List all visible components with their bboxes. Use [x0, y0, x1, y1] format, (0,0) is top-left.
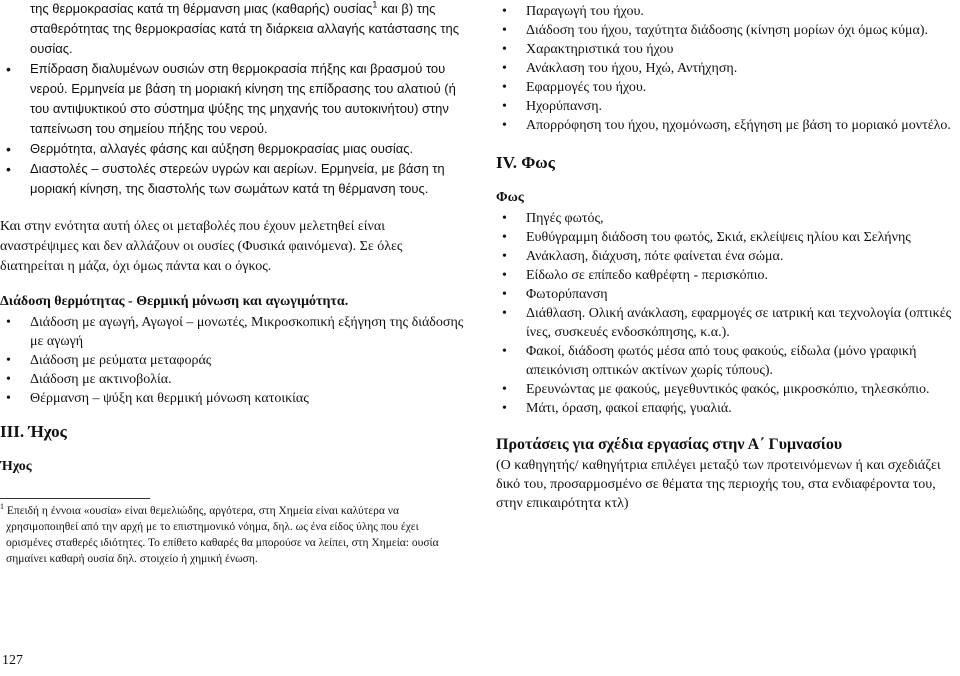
proposals-heading: Προτάσεις για σχέδια εργασίας στην Α΄ Γυμνασίου — [496, 436, 843, 453]
section-heading-sound: III. Ήχος — [0, 422, 67, 441]
light-heading: Φως — [496, 190, 524, 205]
list-item: • Χαρακτηριστικά του ήχου — [496, 40, 954, 59]
list-item: • Ευθύγραμμη διάδοση του φωτός, Σκιά, εκλείψεις ηλίου και Σελήνης — [496, 228, 954, 247]
right-column — [496, 0, 954, 513]
list-item: • Φακοί, διάδοση φωτός μέσα από τους φακούς, είδωλα (μόνο γραφική απεικόνιση οπτικών ακτίνων χωρίς τύπους). — [496, 342, 954, 380]
footnote-ref[interactable]: 1 — [372, 0, 378, 10]
footnote: $^1$ Επειδή η έννοια «ουσία» είναι θεμελιώδης, αργότερα, στη Χημεία είναι καλύτερα να χρησιμοποιηθεί από την αρχή με το επιστημονικό νόημα, δηλ. ως ένα είδος ύλης που έχει ορισμένες σταθερές ιδιότητες. Το επίθετο καθαρές θα μπορούσε να λείπει, στη Χημεία: ουσία σημαίνει καθαρή ουσία δηλ. στοιχείο ή χημική ένωση. — [0, 502, 439, 565]
list-item: • Εφαρμογές του ήχου. — [496, 78, 954, 97]
list-item: • Είδωλο σε επίπεδο καθρέφτη - περισκόπιο. — [496, 266, 954, 285]
list-item: • Ανάκλαση, διάχυση, πότε φαίνεται ένα σώμα. — [496, 247, 954, 266]
left-column — [0, 0, 466, 567]
list-item: • Θερμότητα, αλλαγές φάσης και αύξηση θερμοκρασίας μιας ουσίας. — [0, 139, 466, 159]
bullet-list-b — [0, 313, 466, 408]
proposals-text: (Ο καθηγητής/ καθηγήτρια επιλέγει μεταξύ των προτεινόμενων ή και σχεδιάζει δικό του, προσαρμοσμένο σε θέματα της περιοχής του, στα ενδιαφέροντα του, στην επικαιρότητα κτλ) — [496, 458, 941, 511]
heat-heading: Διάδοση θερμότητας - Θερμική μόνωση και αγωγιμότητα. — [0, 294, 349, 309]
list-item: • Παραγωγή του ήχου. — [496, 2, 954, 21]
section-heading-light: IV. Φως — [496, 153, 555, 172]
page-number: 127 — [2, 653, 23, 668]
list-item: • Διάδοση με ρεύματα μεταφοράς — [0, 351, 466, 370]
list-item: • Ερευνώντας με φακούς, μεγεθυντικός φακός, μικροσκόπιο, τηλεσκόπιο. — [496, 380, 954, 399]
list-item: • Διαστολές – συστολές στερεών υγρών και αερίων. Ερμηνεία, με βάση τη μοριακή κίνηση, της διαστολής των σωμάτων κατά τη θέρμανση τους. — [0, 159, 466, 199]
list-item: • Θέρμανση – ψύξη και θερμική μόνωση κατοικίας — [0, 389, 466, 408]
reversible-paragraph: Και στην ενότητα αυτή όλες οι μεταβολές που έχουν μελετηθεί είναι αναστρέψιμες και δεν αλλάζουν οι ουσίες (Φυσικά φαινόμενα). Σε όλες διατηρείται η μάζα, όχι όμως πάντα και ο όγκος. — [0, 219, 403, 274]
list-item: • Διάδοση με ακτινοβολία. — [0, 370, 466, 389]
bullet-list-a — [0, 59, 466, 199]
list-item: • Ηχορύπανση. — [496, 97, 954, 116]
list-item: • Διάδοση με αγωγή, Αγωγοί – μονωτές, Μικροσκοπική εξήγηση της διάδοσης με αγωγή — [0, 313, 466, 351]
list-item: • Απορρόφηση του ήχου, ηχομόνωση, εξήγηση με βάση το μοριακό μοντέλο. — [496, 116, 954, 135]
list-item: • Φωτορύπανση — [496, 285, 954, 304]
list-item: • Διάθλαση. Ολική ανάκλαση, εφαρμογές σε ιατρική και τεχνολογία (οπτικές ίνες, συσκευές ενδοσκόπησης, κ.α.). — [496, 304, 954, 342]
light-bullet-list — [496, 209, 954, 418]
list-item: • Πηγές φωτός, — [496, 209, 954, 228]
sound-bullet-list — [496, 2, 954, 135]
intro-text: της θερμοκρασίας κατά τη θέρμανση μιας (καθαρής) ουσίας$^1$ και β) της σταθερότητας της θερμοκρασίας κατά τη διάρκεια αλλαγής κατάστασης της ουσίας. — [30, 0, 460, 56]
list-item: • Επίδραση διαλυμένων ουσιών στη θερμοκρασία πήξης και βρασμού του νερού. Ερμηνεία με βάση τη μοριακή κίνηση της επίδρασης του αλατιού (ή του αντιψυκτικού στο σύστημα ψύξης της μηχανής του αυτοκινήτου) στην ταπείνωση του σημείου πήξης του νερού. — [0, 59, 466, 139]
list-item: • Ανάκλαση του ήχου, Ηχώ, Αντήχηση. — [496, 59, 954, 78]
list-item: • Διάδοση του ήχου, ταχύτητα διάδοσης (κίνηση μορίων όχι όμως κύμα). — [496, 21, 954, 40]
sound-heading: Ήχος — [0, 459, 32, 474]
list-item: • Μάτι, όραση, φακοί επαφής, γυαλιά. — [496, 399, 954, 418]
footnote-divider — [0, 498, 150, 499]
